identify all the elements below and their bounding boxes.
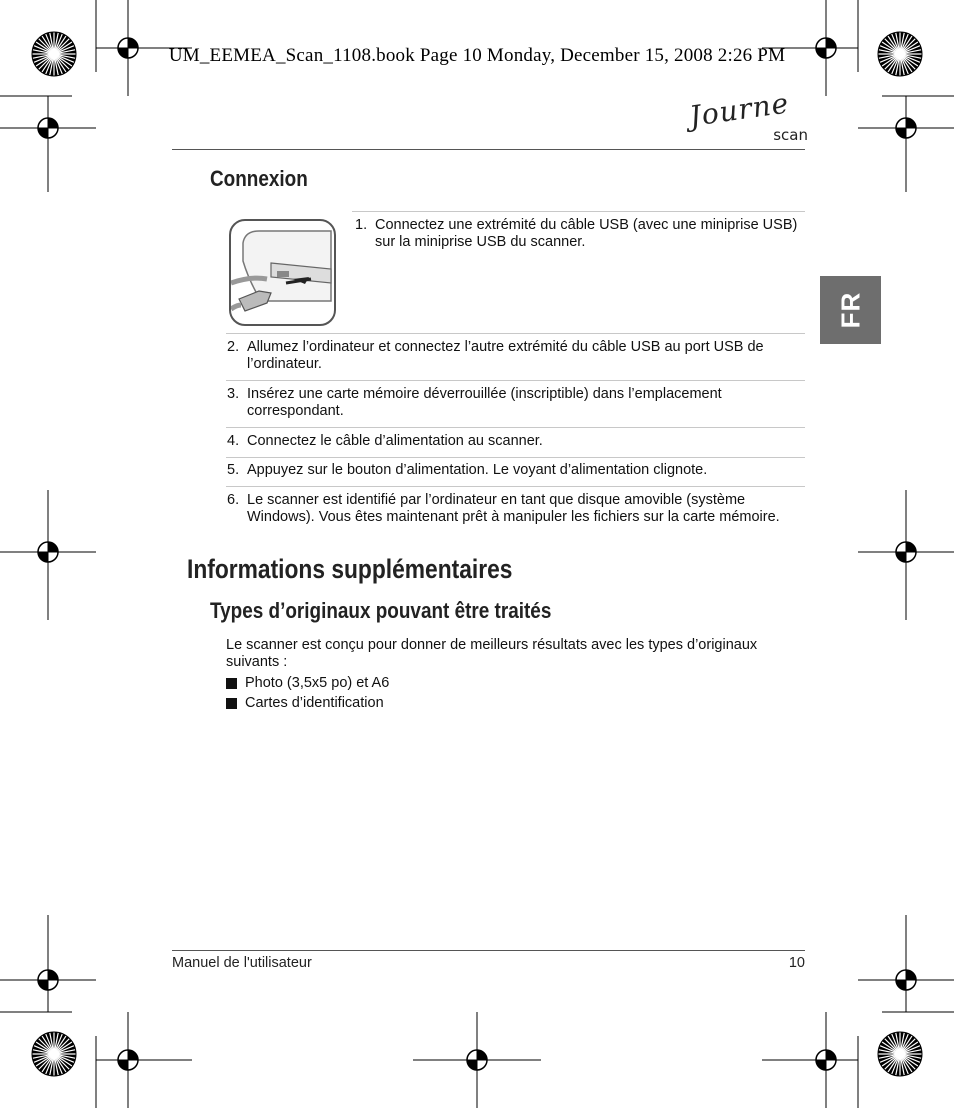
step-number: 5. <box>227 462 240 478</box>
step-item <box>227 462 805 482</box>
language-tab <box>820 276 881 344</box>
section-title-connexion: Connexion <box>210 166 308 191</box>
subsection-title-types: Types d’originaux pouvant être traités <box>210 598 552 623</box>
header-rule <box>172 149 805 150</box>
step-text: Allumez l’ordinateur et connectez l’autre extrémité du câble USB au port USB de l’ordinateur. <box>247 339 764 372</box>
step-text: Connectez le câble d’alimentation au scanner. <box>247 433 543 449</box>
logo-word-text: scan <box>773 126 808 144</box>
step-text: Insérez une carte mémoire déverrouillée (inscriptible) dans l’emplacement correspondant. <box>247 386 722 419</box>
step-divider <box>352 211 805 212</box>
bullet-text: Photo (3,5x5 po) et A6 <box>245 675 390 691</box>
footer-manual-title: Manuel de l'utilisateur <box>172 955 312 971</box>
bullet-square-icon <box>226 678 237 689</box>
bullet-item <box>226 675 626 693</box>
step-divider <box>226 486 805 487</box>
step-item <box>227 386 805 422</box>
step-text: Connectez une extrémité du câble USB (avec une miniprise USB) sur la miniprise USB du scanner. <box>375 217 798 250</box>
step-number: 1. <box>355 217 368 233</box>
brand-logo <box>684 86 808 150</box>
section-title-informations: Informations supplémentaires <box>187 554 513 584</box>
types-intro: Le scanner est conçu pour donner de meilleurs résultats avec les types d’originaux suivants : <box>226 637 758 670</box>
step-divider <box>226 333 805 334</box>
language-tab-label: FR <box>835 291 865 329</box>
logo-script-text: Journe <box>687 86 792 133</box>
step-divider <box>226 380 805 381</box>
step-item <box>227 433 805 453</box>
step-text: Le scanner est identifié par l’ordinateur en tant que disque amovible (système Windows). Vous êtes maintenant prêt à manipuler les fichiers sur la carte mémoire. <box>247 492 780 525</box>
step-number: 2. <box>227 339 240 355</box>
bullet-square-icon <box>226 698 237 709</box>
step-divider <box>226 427 805 428</box>
step-divider <box>226 457 805 458</box>
footer-rule <box>172 950 805 951</box>
step-text: Appuyez sur le bouton d’alimentation. Le voyant d’alimentation clignote. <box>247 462 708 478</box>
bullet-text: Cartes d’identification <box>245 695 384 711</box>
step-item <box>227 339 805 375</box>
print-header: UM_EEMEA_Scan_1108.book Page 10 Monday, December 15, 2008 2:26 PM <box>168 45 786 66</box>
usb-connection-illustration <box>229 219 336 326</box>
step-number: 3. <box>227 386 240 402</box>
step-item <box>355 217 805 257</box>
page-number: 10 <box>788 955 805 971</box>
step-item <box>227 492 805 546</box>
step-number: 4. <box>227 433 240 449</box>
step-number: 6. <box>227 492 240 508</box>
bullet-item <box>226 695 626 713</box>
